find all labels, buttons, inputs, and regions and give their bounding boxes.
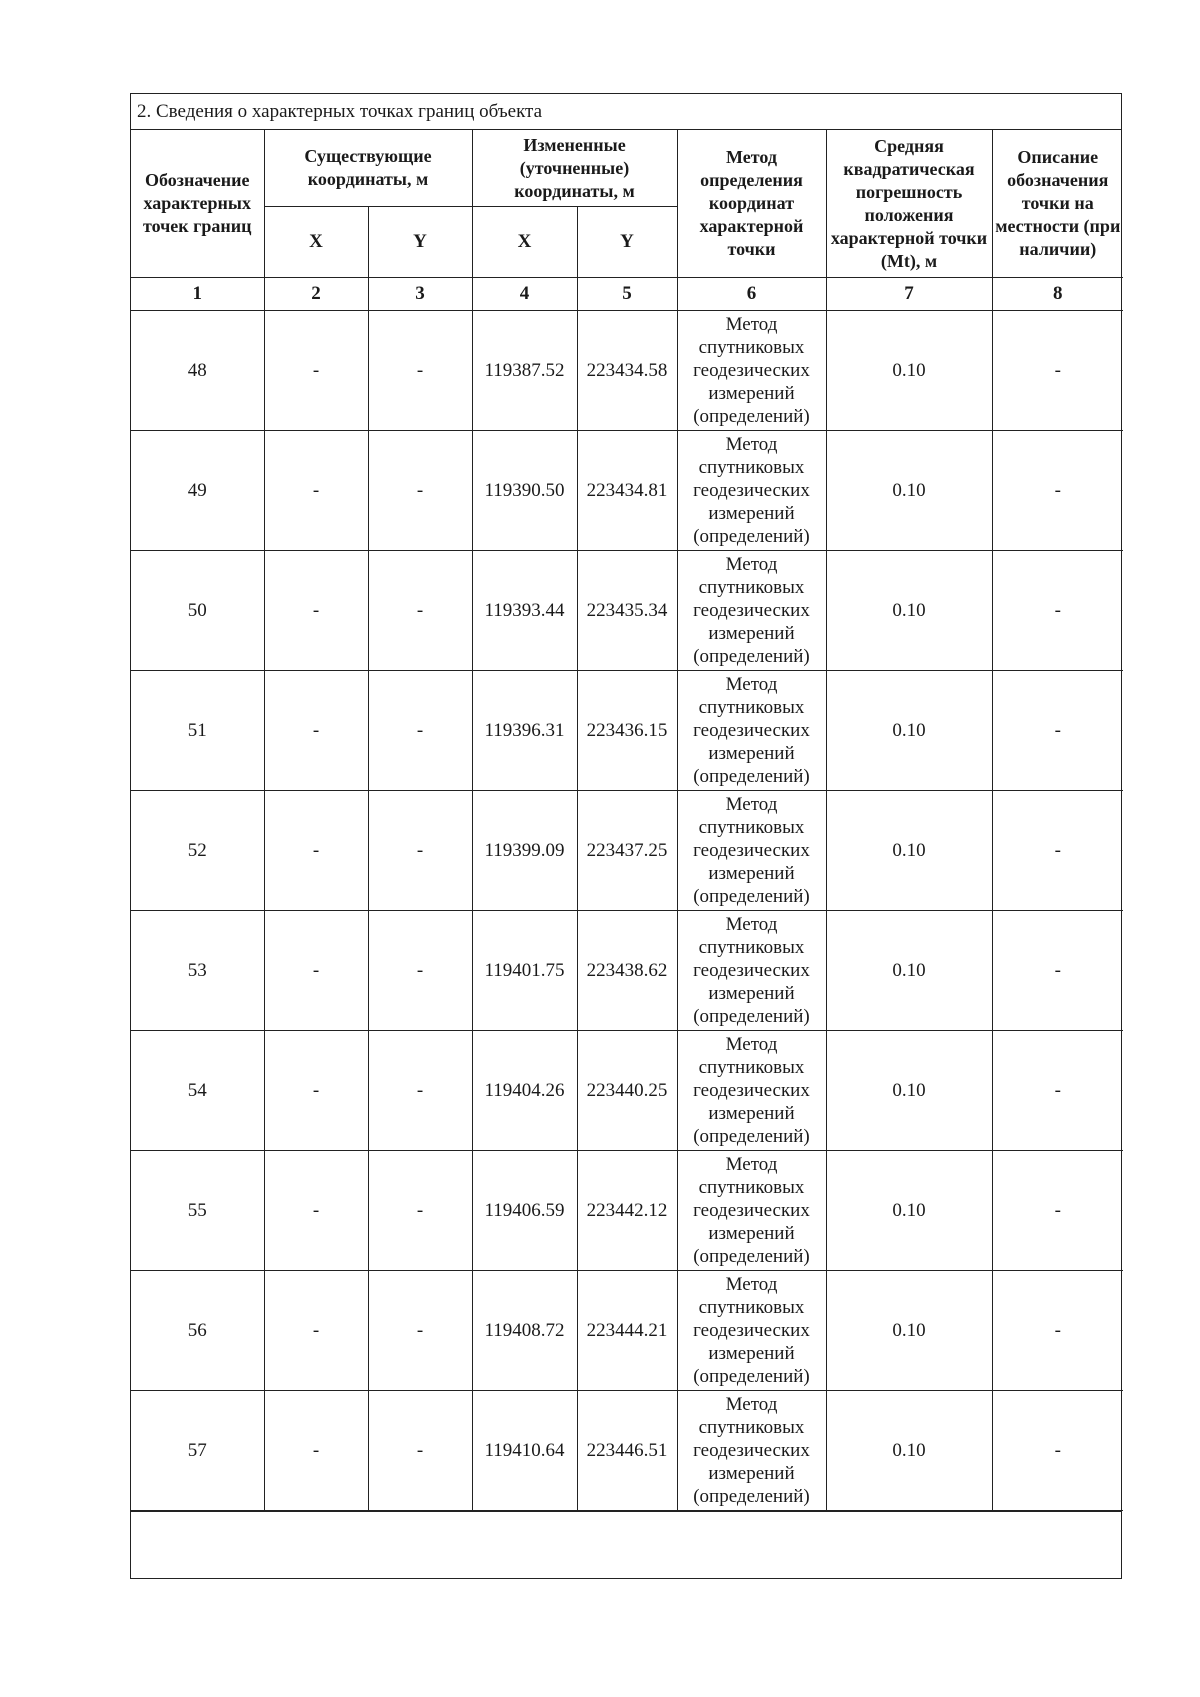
description-value: - — [992, 671, 1123, 791]
table-footer-blank — [131, 1511, 1121, 1578]
header-method: Метод определения координат характерной точки — [677, 130, 826, 278]
point-number: 49 — [131, 431, 264, 551]
existing-x-value: - — [264, 551, 368, 671]
point-number: 55 — [131, 1151, 264, 1271]
point-number: 53 — [131, 911, 264, 1031]
table-row — [131, 311, 1123, 431]
method-value: Метод спутниковых геодезических измерений (определений) — [677, 1271, 826, 1391]
column-number: 6 — [677, 278, 826, 311]
existing-y-value: - — [368, 1271, 472, 1391]
changed-y-value: 223438.62 — [577, 911, 677, 1031]
table-row — [131, 671, 1123, 791]
header-existing-x: X — [264, 207, 368, 278]
error-value: 0.10 — [826, 671, 992, 791]
point-number: 48 — [131, 311, 264, 431]
description-value: - — [992, 791, 1123, 911]
table-row — [131, 431, 1123, 551]
error-value: 0.10 — [826, 1391, 992, 1511]
changed-y-value: 223436.15 — [577, 671, 677, 791]
header-changed-y: Y — [577, 207, 677, 278]
header-point-designation: Обозначение характерных точек границ — [131, 130, 264, 278]
column-number: 8 — [992, 278, 1123, 311]
header-existing-coordinates: Существующие координаты, м — [264, 130, 472, 207]
error-value: 0.10 — [826, 431, 992, 551]
boundary-points-sheet — [130, 93, 1122, 1579]
existing-y-value: - — [368, 1391, 472, 1511]
method-value: Метод спутниковых геодезических измерений (определений) — [677, 1391, 826, 1511]
changed-x-value: 119393.44 — [472, 551, 577, 671]
point-number: 52 — [131, 791, 264, 911]
description-value: - — [992, 551, 1123, 671]
changed-x-value: 119387.52 — [472, 311, 577, 431]
point-number: 50 — [131, 551, 264, 671]
existing-x-value: - — [264, 1271, 368, 1391]
column-number: 7 — [826, 278, 992, 311]
changed-y-value: 223435.34 — [577, 551, 677, 671]
changed-x-value: 119396.31 — [472, 671, 577, 791]
table-row — [131, 911, 1123, 1031]
column-number: 5 — [577, 278, 677, 311]
changed-x-value: 119404.26 — [472, 1031, 577, 1151]
error-value: 0.10 — [826, 1031, 992, 1151]
existing-x-value: - — [264, 911, 368, 1031]
changed-x-value: 119408.72 — [472, 1271, 577, 1391]
changed-x-value: 119410.64 — [472, 1391, 577, 1511]
section-title: 2. Сведения о характерных точках границ объекта — [131, 94, 1121, 130]
table-row — [131, 1151, 1123, 1271]
changed-y-value: 223442.12 — [577, 1151, 677, 1271]
method-value: Метод спутниковых геодезических измерений (определений) — [677, 911, 826, 1031]
column-number-row — [131, 278, 1123, 311]
boundary-points-table — [131, 130, 1123, 1511]
existing-x-value: - — [264, 671, 368, 791]
table-row — [131, 791, 1123, 911]
method-value: Метод спутниковых геодезических измерений (определений) — [677, 671, 826, 791]
existing-x-value: - — [264, 1031, 368, 1151]
changed-x-value: 119406.59 — [472, 1151, 577, 1271]
changed-x-value: 119401.75 — [472, 911, 577, 1031]
error-value: 0.10 — [826, 1151, 992, 1271]
error-value: 0.10 — [826, 551, 992, 671]
description-value: - — [992, 1271, 1123, 1391]
error-value: 0.10 — [826, 1271, 992, 1391]
description-value: - — [992, 1151, 1123, 1271]
header-mean-square-error: Средняя квадратическая погрешность положения характерной точки (Mt), м — [826, 130, 992, 278]
changed-y-value: 223444.21 — [577, 1271, 677, 1391]
column-number: 1 — [131, 278, 264, 311]
changed-y-value: 223434.81 — [577, 431, 677, 551]
table-row — [131, 551, 1123, 671]
column-number: 3 — [368, 278, 472, 311]
description-value: - — [992, 311, 1123, 431]
header-point-description: Описание обозначения точки на местности (при наличии) — [992, 130, 1123, 278]
description-value: - — [992, 1031, 1123, 1151]
changed-x-value: 119399.09 — [472, 791, 577, 911]
point-number: 56 — [131, 1271, 264, 1391]
existing-y-value: - — [368, 551, 472, 671]
changed-y-value: 223437.25 — [577, 791, 677, 911]
description-value: - — [992, 1391, 1123, 1511]
changed-y-value: 223440.25 — [577, 1031, 677, 1151]
existing-x-value: - — [264, 1151, 368, 1271]
header-existing-y: Y — [368, 207, 472, 278]
point-number: 51 — [131, 671, 264, 791]
error-value: 0.10 — [826, 911, 992, 1031]
description-value: - — [992, 911, 1123, 1031]
point-number: 57 — [131, 1391, 264, 1511]
header-changed-x: X — [472, 207, 577, 278]
changed-y-value: 223446.51 — [577, 1391, 677, 1511]
existing-y-value: - — [368, 1031, 472, 1151]
method-value: Метод спутниковых геодезических измерений (определений) — [677, 311, 826, 431]
method-value: Метод спутниковых геодезических измерений (определений) — [677, 791, 826, 911]
error-value: 0.10 — [826, 311, 992, 431]
existing-x-value: - — [264, 311, 368, 431]
error-value: 0.10 — [826, 791, 992, 911]
table-row — [131, 1271, 1123, 1391]
description-value: - — [992, 431, 1123, 551]
column-number: 4 — [472, 278, 577, 311]
existing-y-value: - — [368, 311, 472, 431]
method-value: Метод спутниковых геодезических измерений (определений) — [677, 431, 826, 551]
column-number: 2 — [264, 278, 368, 311]
header-changed-coordinates: Измененные (уточненные) координаты, м — [472, 130, 677, 207]
method-value: Метод спутниковых геодезических измерений (определений) — [677, 1031, 826, 1151]
method-value: Метод спутниковых геодезических измерений (определений) — [677, 551, 826, 671]
point-number: 54 — [131, 1031, 264, 1151]
existing-y-value: - — [368, 431, 472, 551]
existing-y-value: - — [368, 671, 472, 791]
changed-x-value: 119390.50 — [472, 431, 577, 551]
existing-x-value: - — [264, 431, 368, 551]
table-row — [131, 1031, 1123, 1151]
changed-y-value: 223434.58 — [577, 311, 677, 431]
existing-y-value: - — [368, 1151, 472, 1271]
method-value: Метод спутниковых геодезических измерений (определений) — [677, 1151, 826, 1271]
table-row — [131, 1391, 1123, 1511]
existing-y-value: - — [368, 791, 472, 911]
existing-x-value: - — [264, 791, 368, 911]
existing-y-value: - — [368, 911, 472, 1031]
existing-x-value: - — [264, 1391, 368, 1511]
